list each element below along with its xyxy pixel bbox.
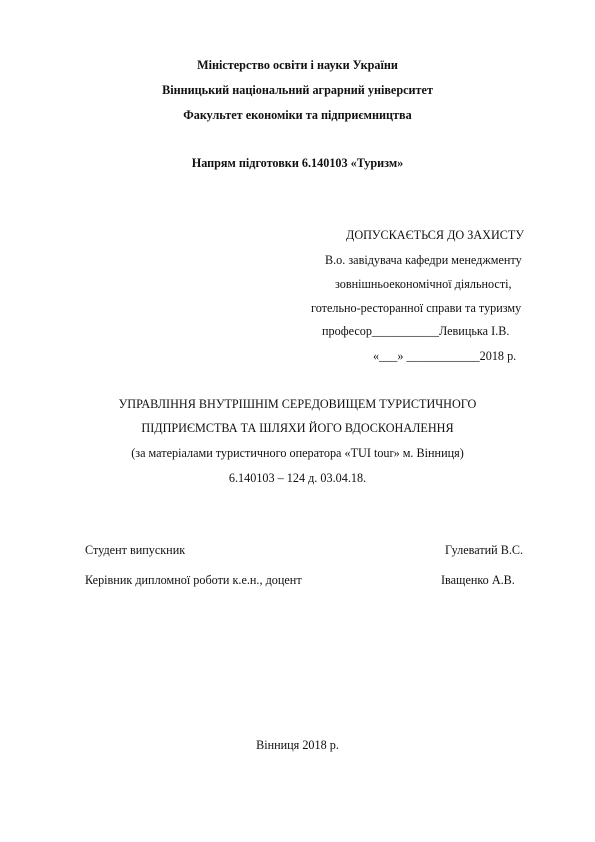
student-label: Студент випускник — [85, 543, 186, 557]
faculty-line: Факультет економіки та підприємництва — [183, 108, 412, 122]
approval-title: ДОПУСКАЄТЬСЯ ДО ЗАХИСТУ — [346, 228, 524, 242]
approval-date-line: «___» ____________2018 р. — [373, 349, 517, 363]
thesis-title-line-1: УПРАВЛІННЯ ВНУТРІШНІМ СЕРЕДОВИЩЕМ ТУРИСТИЧНОГО — [118, 397, 477, 411]
student-name: Гулеватий В.С. — [445, 543, 524, 557]
thesis-code: 6.140103 – 124 д. 03.04.18. — [228, 471, 367, 485]
ministry-line: Міністерство освіти і науки України — [197, 58, 398, 72]
thesis-title-line-2: ПІДПРИЄМСТВА ТА ШЛЯХИ ЙОГО ВДОСКОНАЛЕННЯ — [141, 421, 454, 435]
university-line: Вінницький національний аграрний університет — [162, 83, 433, 97]
supervisor-label: Керівник дипломної роботи к.е.н., доцент — [85, 573, 302, 587]
approval-line-1: В.о. завідувача кафедри менеджменту — [325, 253, 522, 267]
place-year: Вінниця 2018 р. — [256, 738, 339, 752]
approval-line-2: зовнішньоекономічної діяльності, — [335, 277, 512, 291]
approval-signature-line: професор___________Левицька І.В. — [322, 324, 510, 338]
supervisor-name: Іващенко А.В. — [441, 573, 515, 587]
approval-line-3: готельно-ресторанної справи та туризму — [311, 301, 522, 315]
thesis-subtitle: (за матеріалами туристичного оператора «TUI tour» м. Вінниця) — [131, 446, 464, 460]
program-line: Напрям підготовки 6.140103 «Туризм» — [191, 156, 404, 170]
